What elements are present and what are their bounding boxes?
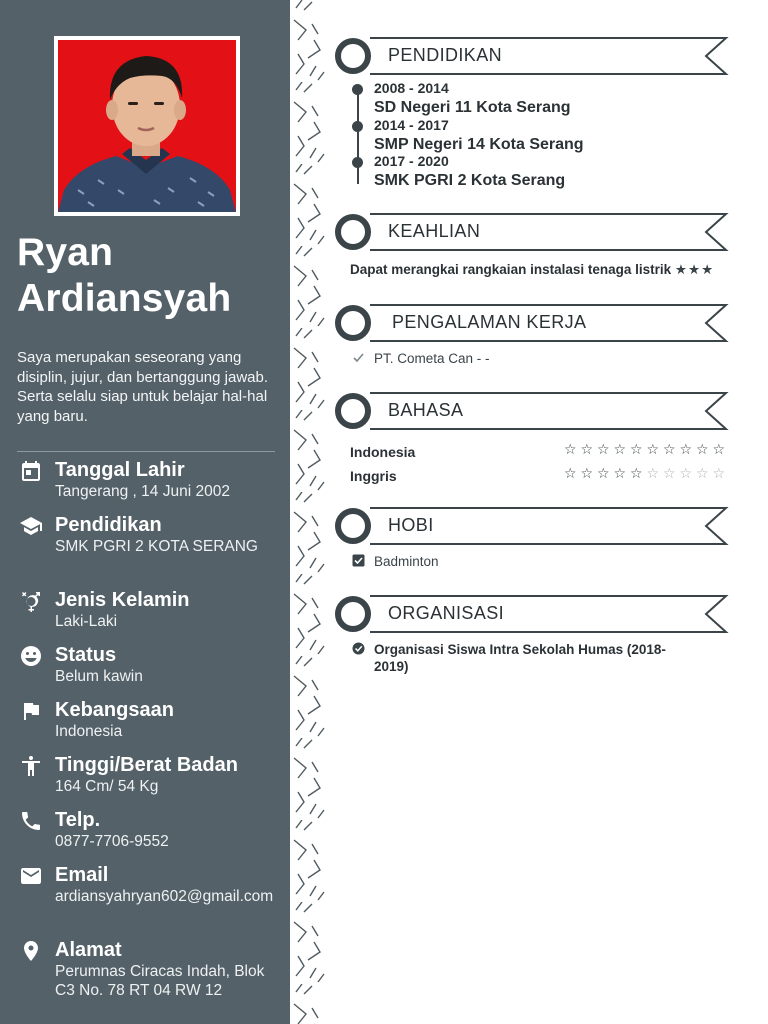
star-filled-icon: ☆ <box>629 442 643 458</box>
star-filled-icon: ☆ <box>563 466 577 482</box>
info-label: Tanggal Lahir <box>55 459 185 481</box>
section-hobi <box>334 506 768 576</box>
checkbox-checked-icon <box>352 554 365 567</box>
star-filled-icon: ☆ <box>695 442 709 458</box>
language-name: Indonesia <box>350 444 416 460</box>
section-title: ORGANISASI <box>388 603 505 623</box>
info-label: Tinggi/Berat Badan <box>55 754 238 776</box>
info-value: Laki-Laki <box>55 613 118 630</box>
gender-icon <box>19 589 43 613</box>
experience-text: PT. Cometa Can - - <box>374 351 490 366</box>
check-circle-icon <box>352 642 365 655</box>
decorative-pattern-strip <box>290 0 326 1024</box>
info-value: SMK PGRI 2 KOTA SERANG <box>55 538 258 555</box>
profile-summary: Saya merupakan seseorang yang disiplin, jujur, dan bertanggung jawab. Serta selalu siap untuk belajar hal-hal yang baru. <box>17 349 269 425</box>
timeline-years: 2008 - 2014 <box>374 80 449 96</box>
person-icon <box>19 754 43 778</box>
section-title: PENGALAMAN KERJA <box>392 312 587 332</box>
star-filled-icon: ☆ <box>646 442 660 458</box>
section-title: PENDIDIKAN <box>388 45 503 65</box>
section-title: HOBI <box>388 515 434 535</box>
star-filled-icon: ☆ <box>580 466 594 482</box>
language-row <box>350 468 730 488</box>
info-label: Telp. <box>55 809 101 831</box>
info-value: 164 Cm/ 54 Kg <box>55 778 159 795</box>
section-organisasi <box>334 594 768 684</box>
profile-name: Ryan Ardiansyah <box>17 231 232 320</box>
info-value: Perumnas Ciracas Indah, Blok C3 No. 78 RT 04 RW 12 <box>55 963 265 999</box>
sidebar-divider <box>17 451 275 452</box>
timeline-line <box>357 86 359 184</box>
graduation-cap-icon <box>19 514 43 538</box>
star-filled-icon: ☆ <box>613 466 627 482</box>
section-header <box>334 212 734 252</box>
info-label: Alamat <box>55 939 122 961</box>
star-empty-icon: ☆ <box>695 466 709 482</box>
section-header <box>334 594 734 634</box>
flag-icon <box>19 699 43 723</box>
location-pin-icon <box>19 939 43 963</box>
star-empty-icon: ☆ <box>679 466 693 482</box>
star-filled-icon: ☆ <box>596 442 610 458</box>
skill-row <box>350 262 714 278</box>
section-title: BAHASA <box>388 400 464 420</box>
timeline-dot <box>352 84 363 95</box>
info-label: Jenis Kelamin <box>55 589 190 611</box>
star-filled-icon: ☆ <box>662 442 676 458</box>
calendar-icon <box>19 459 43 483</box>
info-value: ardiansyahryan602@gmail.com <box>55 888 274 905</box>
profile-sidebar <box>0 0 290 1024</box>
info-value: Belum kawin <box>55 668 143 685</box>
info-label: Kebangsaan <box>55 699 174 721</box>
info-value: Indonesia <box>55 723 123 740</box>
face-icon <box>19 644 43 668</box>
timeline-school: SMK PGRI 2 Kota Serang <box>374 172 566 189</box>
section-header <box>334 303 734 343</box>
skill-text: Dapat merangkai rangkaian instalasi tenaga listrik <box>350 262 672 277</box>
timeline-dot <box>352 157 363 168</box>
star-filled-icon: ☆ <box>596 466 610 482</box>
star-empty-icon: ☆ <box>662 466 676 482</box>
language-row <box>350 444 730 464</box>
star-empty-icon: ☆ <box>712 466 726 482</box>
star-filled-icon: ☆ <box>712 442 726 458</box>
section-pendidikan <box>334 36 768 196</box>
section-bahasa <box>334 391 768 491</box>
section-pengalaman-kerja <box>334 303 768 383</box>
timeline-years: 2017 - 2020 <box>374 153 449 169</box>
hobby-text: Badminton <box>374 554 439 569</box>
language-name: Inggris <box>350 468 397 484</box>
star-filled-icon: ☆ <box>629 466 643 482</box>
timeline-dot <box>352 121 363 132</box>
check-icon <box>352 351 365 364</box>
timeline-school: SD Negeri 11 Kota Serang <box>374 99 571 116</box>
section-header <box>334 36 734 76</box>
info-value: Tangerang , 14 Juni 2002 <box>55 483 230 500</box>
timeline-years: 2014 - 2017 <box>374 117 449 133</box>
info-label: Email <box>55 864 109 886</box>
profile-photo-frame <box>54 36 240 216</box>
profile-photo <box>58 40 236 212</box>
skill-stars: ★★★ <box>674 262 715 277</box>
section-title: KEAHLIAN <box>388 221 481 241</box>
language-rating <box>562 466 727 482</box>
info-label: Status <box>55 644 117 666</box>
phone-icon <box>19 809 43 833</box>
star-filled-icon: ☆ <box>563 442 577 458</box>
section-keahlian <box>334 212 768 292</box>
organization-text: Organisasi Siswa Intra Sekolah Humas (2018-2019) <box>374 642 666 674</box>
star-filled-icon: ☆ <box>580 442 594 458</box>
info-value: 0877-7706-9552 <box>55 833 169 850</box>
star-filled-icon: ☆ <box>679 442 693 458</box>
star-empty-icon: ☆ <box>646 466 660 482</box>
person-portrait-image <box>58 40 236 212</box>
timeline-school: SMP Negeri 14 Kota Serang <box>374 136 584 153</box>
mail-icon <box>19 864 43 888</box>
info-label: Pendidikan <box>55 514 162 536</box>
language-rating <box>562 442 727 458</box>
section-header <box>334 391 734 431</box>
section-header <box>334 506 734 546</box>
star-filled-icon: ☆ <box>613 442 627 458</box>
